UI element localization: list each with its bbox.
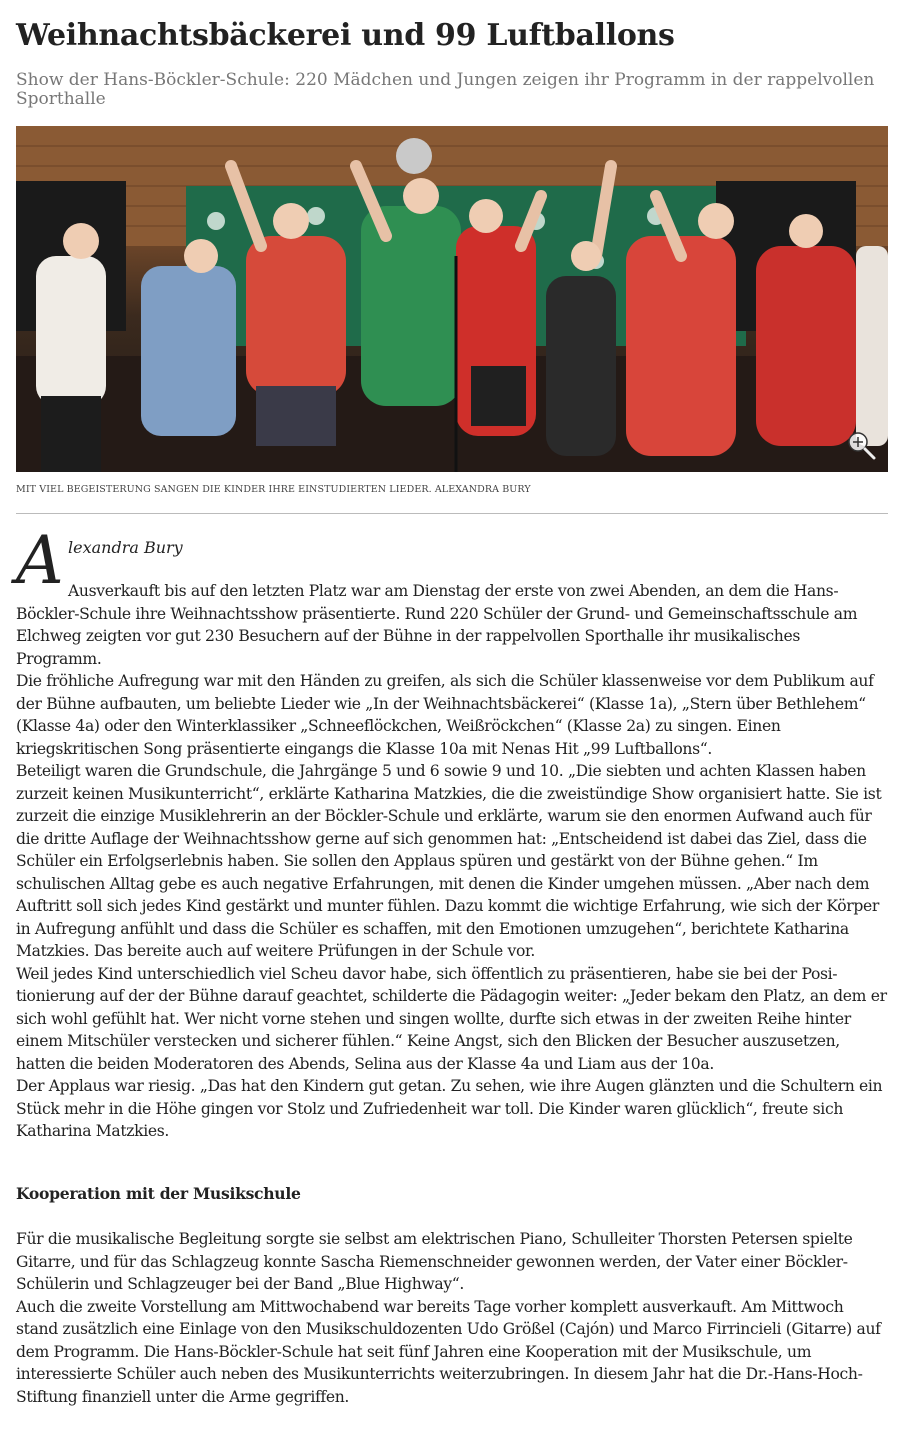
article-photo[interactable]: [16, 126, 888, 472]
photo-caption: MIT VIEL BEGEISTERUNG SANGEN DIE KINDER IHRE EINSTUDIERTEN LIEDER. ALEXANDRA BURY: [16, 484, 531, 495]
article-title: Weihnachtsbäckerei und 99 Luftballons: [16, 18, 675, 53]
paragraph: Der Applaus war riesig. „Das hat den Kindern gut getan. Zu sehen, wie ihre Augen glänzten und die Schultern ein Stück mehr in die Höhe gingen vor Stolz und Zufriedenheit war toll. Die Kinder waren glücklich“, freute sich Katharina Matzkies.: [16, 1077, 883, 1140]
paragraph: Beteiligt waren die Grundschule, die Jahrgänge 5 und 6 sowie 9 und 10. „Die siebten und achten Klassen haben zurzeit keinen Musikunterricht“, erklärte Katharina Matzkies, die die zweistündige Show organisiert hatte. Sie ist zurzeit die einzige Musiklehrerin an der Böckler-Schule und erklärte, warum sie den enormen Aufwand auch für die dritte Auflage der Weihnachtsshow gerne auf sich genommen hat: „Entscheidend ist dabei das Ziel, dass die Schüler ein Erfolgserlebnis haben. Sie sollen den Applaus spüren und gestärkt von der Bühne gehen.“ Im schulischen Alltag gebe es auch negative Erfahrungen, mit denen die Kinder umgehen müssen. „Aber nach dem Auftritt soll sich jedes Kind gestärkt und munter fühlen. Dazu kommt die wichtige Erfahrung, wie sich der Körper in Aufregung anfühlt und dass die Schüler es schaffen, mit den Emotionen umzugehen“, berichtete Katharina Matzkies. Das bereite auch auf weitere Prüfungen in der Schule vor.: [16, 762, 882, 960]
section-body: [16, 1228, 888, 1408]
paragraph: Weil jedes Kind unterschiedlich viel Scheu davor habe, sich öffentlich zu präsentieren, habe sie bei der Positionierung auf der der Bühne darauf geachtet, schilderte die Pädagogin weiter: „Jeder bekam den Platz, an dem er sich wohl gefühlt hat. Wer nicht vorne stehen und singen wollte, durfte sich etwas in der zweiten Reihe hinter einem Mitschüler verstecken und sicherer fühlen.“ Keine Angst, sich den Blicken der Besucher auszusetzen, hatten die beiden Moderatoren des Abends, Selina aus der Klasse 4a und Liam aus der 10a.: [16, 964, 887, 1073]
divider: [16, 513, 888, 514]
article-body: [16, 580, 888, 1143]
section-heading: Kooperation mit der Musikschule: [16, 1184, 301, 1203]
paragraph: Für die musikalische Begleitung sorgte sie selbst am elektrischen Piano, Schulleiter Thorsten Petersen spielte Gitarre, und für das Schlagzeug konnte Sascha Riemenschneider gewonnen werden, der Vater einer Böckler-Schülerin und Schlagzeuger bei der Band „Blue Highway“.: [16, 1230, 853, 1293]
article-subtitle: Show der Hans-Böckler-Schule: 220 Mädchen und Jungen zeigen ihr Programm in der rappelvollen Sporthalle: [16, 70, 875, 109]
paragraph: Auch die zweite Vorstellung am Mittwochabend war bereits Tage vorher komplett ausverkauft. Am Mittwoch stand zusätzlich eine Einlage von den Musikschuldozenten Udo Größel (Cajón) und Marco Firrincieli (Gitarre) auf dem Programm. Die Hans-Böckler-Schule hat seit fünf Jahren eine Kooperation mit der Musikschule, um interessierte Schüler auch neben des Musikunterrichts weiterzubringen. In diesem Jahr hat die Dr.-Hans-Hoch-Stiftung finanziell unter die Arme gegriffen.: [16, 1297, 881, 1406]
paragraph: Die fröhliche Aufregung war mit den Händen zu greifen, als sich die Schüler klassenweise vor dem Publikum auf der Bühne aufbauten, um beliebte Lieder wie „In der Weihnachtsbäckerei“ (Klasse 1a), „Stern über Bethlehem“ (Klasse 4a) oder den Winterklassiker „Schneeflöckchen, Weißröckchen“ (Klasse 2a) zu singen. Einen kriegskritischen Song präsentierte eingangs die Klasse 10a mit Nenas Hit „99 Luftballons“.: [16, 672, 874, 758]
stage-photo-illustration: [16, 126, 888, 472]
paragraph: Ausverkauft bis auf den letzten Platz war am Dienstag der erste von zwei Abenden, an dem die Hans-Böckler-Schule ihre Weihnachtsshow präsentierte. Rund 220 Schüler der Grund- und Gemeinschaftsschule am Elchweg zeigten vor gut 230 Besuchern auf der Bühne in der rappelvollen Sporthalle ihr musikalisches Programm.: [16, 582, 858, 668]
zoom-icon[interactable]: [846, 430, 876, 460]
drop-cap: A: [16, 522, 64, 599]
author-name: lexandra Bury: [68, 538, 183, 557]
